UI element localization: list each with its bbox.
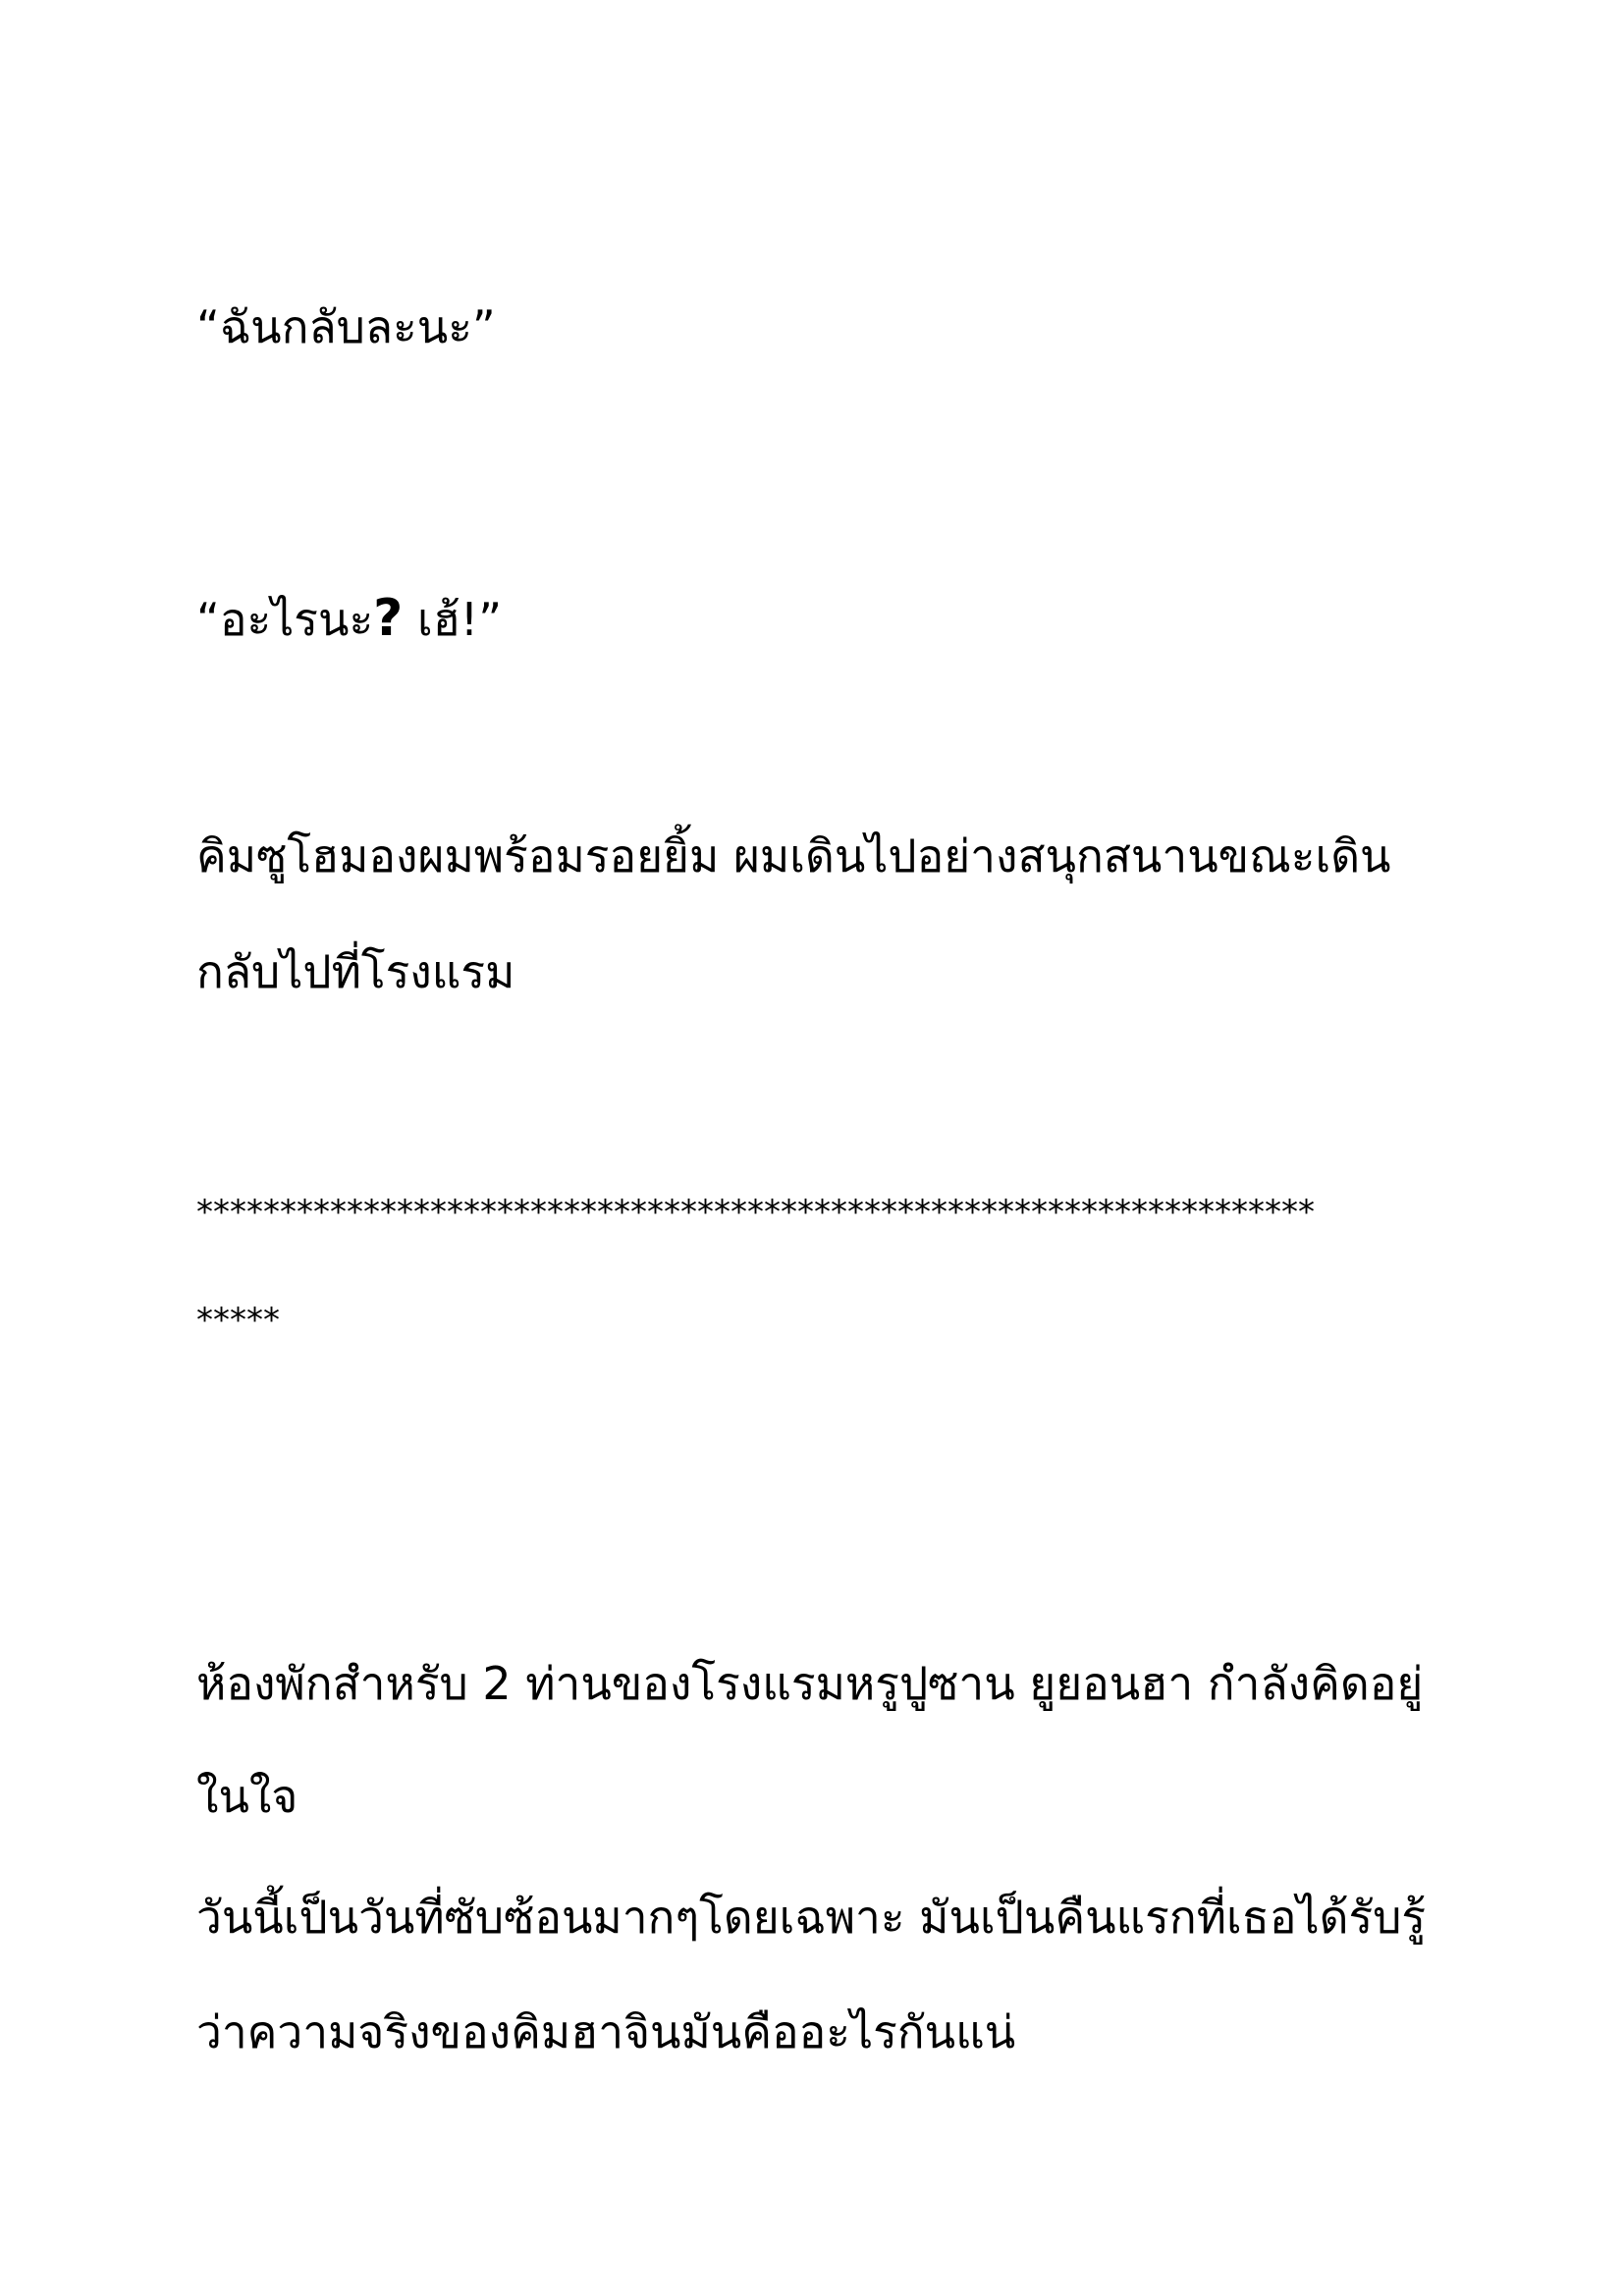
paragraph-narration-1-line-1: คิมซูโฮมองผมพร้อมรอยยิ้ม ผมเดินไปอย่างสนุกสนานขณะเดิน: [196, 829, 1391, 882]
paragraph-narration-3-line-1: วันนี้เป็นวันที่ซับซ้อนมากๆโดยเฉพาะ มันเป็นคืนแรกที่เธอได้รับรู้: [196, 1891, 1427, 1944]
paragraph-dialogue-2: [196, 589, 1473, 649]
scene-separator-line-2: *****: [196, 1301, 280, 1340]
dialogue-2-text: “อะไรนะ: [196, 593, 374, 646]
paragraph-narration-2-line-1: ห้องพักสำหรับ 2 ท่านของโรงแรมหรูปูซาน ยูยอนฮา กำลังคิดอยู่: [196, 1657, 1424, 1710]
paragraph-narration-3-line-2: ว่าความจริงของคิมฮาจินมันคืออะไรกันแน่: [196, 2005, 1016, 2058]
question-mark: ?: [373, 589, 404, 648]
dialogue-2-exclaim: เฮ้!”: [403, 593, 503, 646]
paragraph-narration-2-line-2: ในใจ: [196, 1770, 298, 1823]
paragraph-narration-1-line-2: กลับไปที่โรงแรม: [196, 945, 515, 998]
paragraph-dialogue-1: “ฉันกลับละนะ”: [196, 300, 496, 353]
scene-separator-line-1: *******************************************************************: [196, 1193, 1315, 1232]
